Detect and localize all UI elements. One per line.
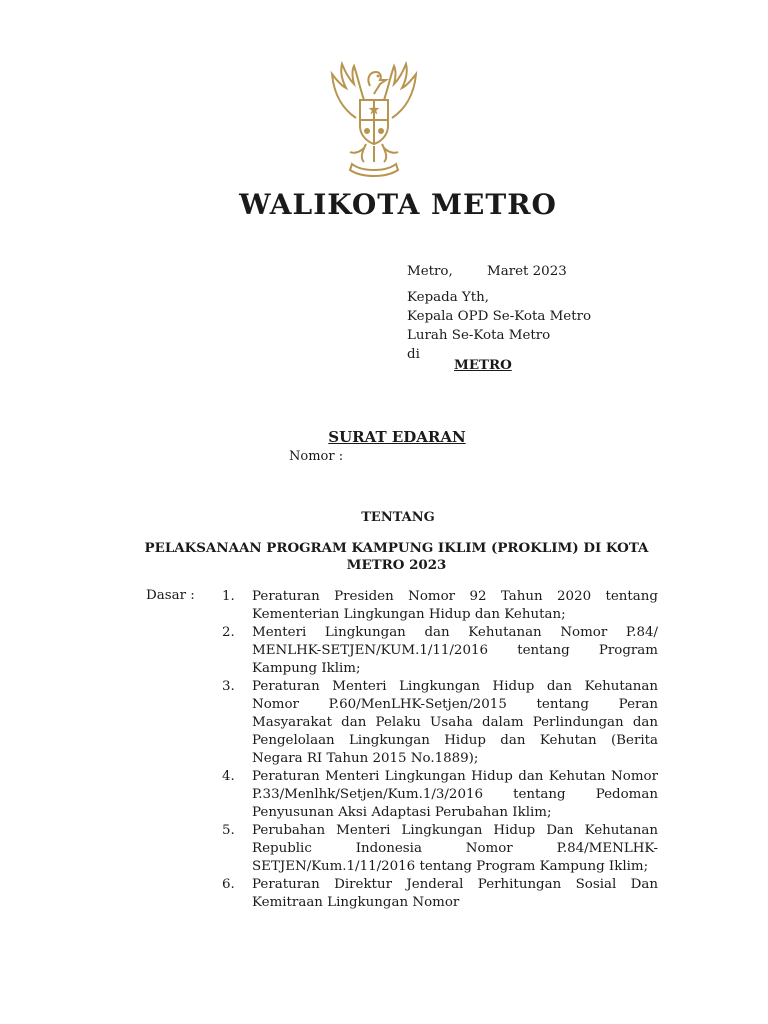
tentang-heading: TENTANG [361, 510, 435, 525]
di-line: di [407, 347, 420, 362]
address-block [407, 262, 591, 364]
list-item: 6. Peraturan Direktur Jenderal Perhitungan Sosial Dan Kemitraan Lingkungan Nomor [222, 877, 658, 910]
date: Maret 2023 [487, 264, 567, 279]
date-line [407, 262, 591, 281]
dasar-label: Dasar : [146, 588, 195, 603]
list-item: 3. Peraturan Menteri Lingkungan Hidup dan Kehutanan Nomor P.60/MenLHK-Setjen/2015 tentang Peran Masyarakat dan Pelaku Usaha dalam Perlindungan dan Pengelolaan Lingkungan Hidup dan Kehutan (Berita Negara RI Tahun 2015 No.1889); [222, 679, 658, 766]
list-item: 1. Peraturan Presiden Nomor 92 Tahun 2020 tentang Kementerian Lingkungan Hidup dan Kehutan; [222, 589, 658, 622]
place: Metro, [407, 264, 453, 279]
document-type: SURAT EDARAN [328, 428, 466, 446]
list-item: 5. Perubahan Menteri Lingkungan Hidup Dan Kehutanan Republic Indonesia Nomor P.84/MENLHK-SETJEN/Kum.1/11/2016 tentang Program Kampung Iklim; [222, 823, 658, 874]
recipient-line: Kepala OPD Se-Kota Metro [407, 309, 592, 324]
garuda-emblem-icon [326, 60, 422, 180]
list-item: 2. Menteri Lingkungan dan Kehutanan Nomor P.84/ MENLHK-SETJEN/KUM.1/11/2016 tentang Program Kampung Iklim; [222, 625, 658, 676]
addressee-label: Kepada Yth, [407, 290, 490, 305]
document-subject: PELAKSANAAN PROGRAM KAMPUNG IKLIM (PROKLIM) DI KOTA METRO 2023 [144, 540, 649, 573]
recipient-line: Lurah Se-Kota Metro [407, 328, 551, 343]
page-title: WALIKOTA METRO [239, 188, 557, 221]
document-number-label: Nomor : [289, 449, 344, 464]
destination: METRO [454, 357, 512, 373]
list-item: 4. Peraturan Menteri Lingkungan Hidup dan Kehutan Nomor P.33/Menlhk/Setjen/Kum.1/3/2016 tentang Pedoman Penyusunan Aksi Adaptasi Perubahan Iklim; [222, 769, 658, 820]
dasar-list [222, 588, 658, 912]
